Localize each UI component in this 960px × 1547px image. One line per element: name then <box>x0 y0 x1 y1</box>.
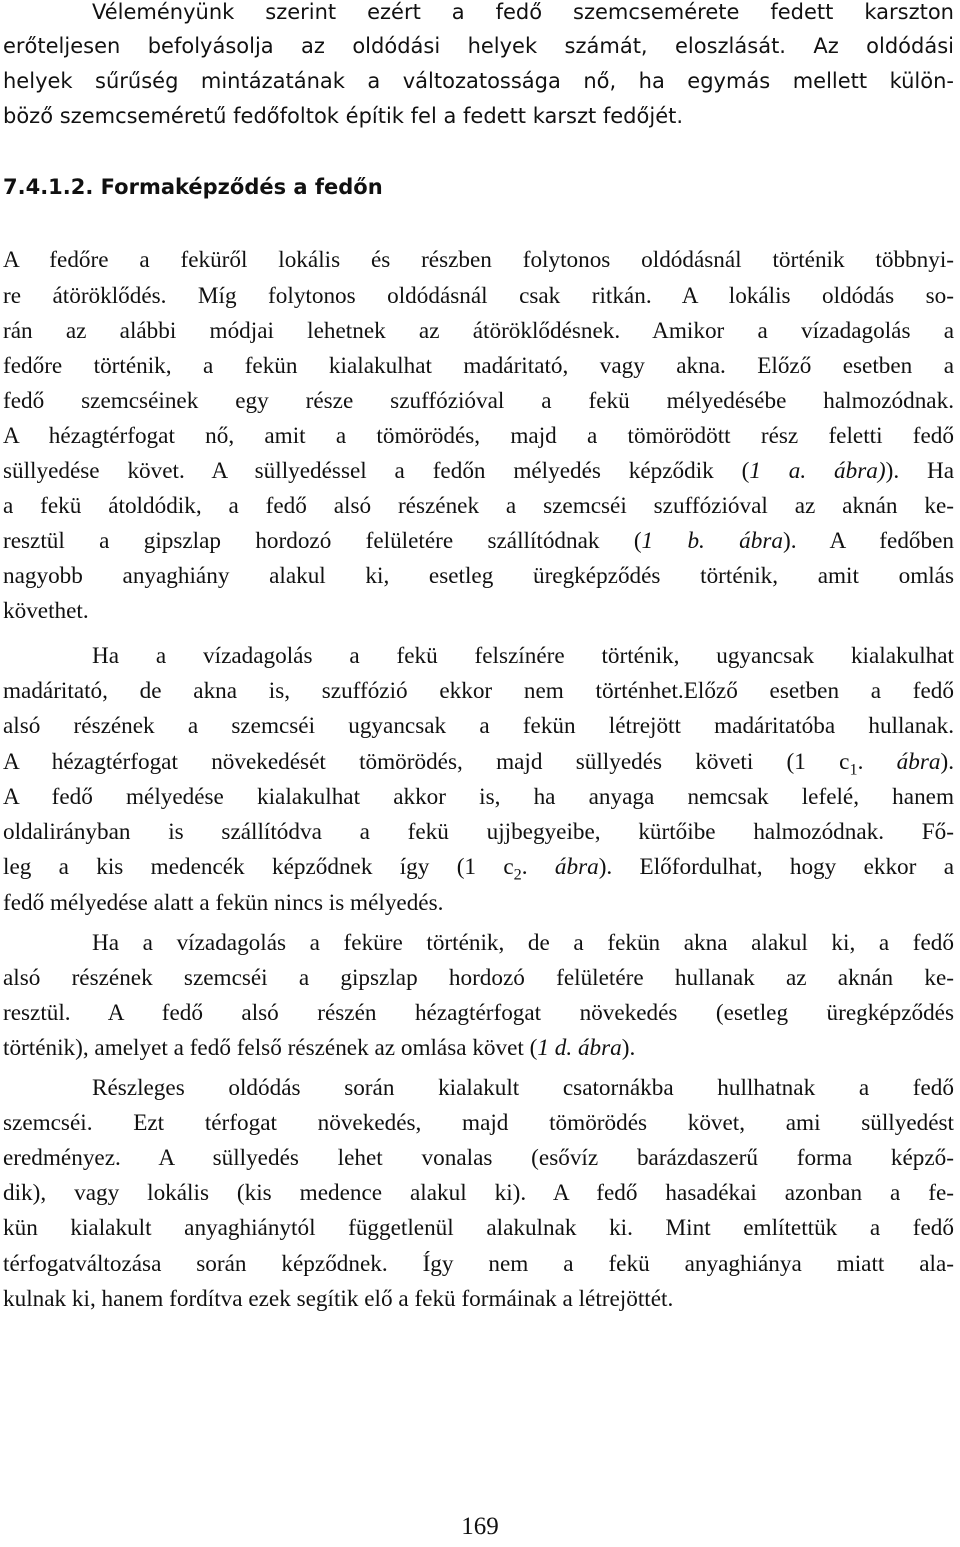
figure-ref-1c1: ábra <box>896 749 941 775</box>
section-title: Formaképződés a fedőn <box>100 175 383 199</box>
para4-line-7: kulnak ki, hanem fordítva ezek segítik elő a fekü formáinak a létrejöttét. <box>3 1286 674 1312</box>
para3-line-4 <box>3 1033 954 1064</box>
para1-line-9-end: ). A fedőben <box>782 528 954 554</box>
para1-line-5: fedő szemcséinek egy része szuffózióval a fekü mélyedésébe halmozódnak. <box>3 388 954 414</box>
para2-sub-2: 2 <box>513 865 522 884</box>
para1-line-6: A hézagtérfogat nő, amit a tömörödés, majd a tömörödött rész feletti fedő <box>3 423 954 449</box>
para2-line-7-end: ). Előfordulhat, hogy ekkor a <box>598 854 954 880</box>
intro-line-3: helyek sűrűség mintázatának a változatossága nő, ha egymás mellett külön- <box>3 69 954 93</box>
para1-line-4: fedőre történik, a fekün kialakulhat madáritató, vagy akna. Előző esetben a <box>3 353 954 379</box>
para1-line-10: nagyobb anyaghiány alakul ki, esetleg üregképződés történik, amit omlás <box>3 563 954 589</box>
para3-line-2: alsó részének szemcséi a gipszlap hordozó felületére hullanak az aknán ke- <box>3 965 954 991</box>
intro-line-4: böző szemcseméretű fedőfoltok építik fel a fedett karszt fedőjét. <box>3 104 684 128</box>
para4-line-4: dik), vagy lokális (kis medence alakul ki). A fedő hasadékai azonban a fe- <box>3 1180 954 1206</box>
para3-line-1: Ha a vízadagolás a feküre történik, de a fekün akna alakul ki, a fedő <box>92 930 954 956</box>
figure-ref-1d: 1 d. ábra <box>537 1035 622 1061</box>
para4-line-5: kün kialakult anyaghiánytól függetlenül alakulnak ki. Mint említettük a fedő <box>3 1215 954 1241</box>
para2-line-4 <box>3 747 954 778</box>
para2-sub-1: 1 <box>849 760 858 779</box>
para2-line-8: fedő mélyedése alatt a fekün nincs is mélyedés. <box>3 890 444 916</box>
para3-line-4-end: ). <box>621 1035 636 1061</box>
para1-line-7 <box>3 456 954 487</box>
para2-line-7 <box>3 852 954 883</box>
para1-line-8: a fekü átoldódik, a fedő alsó részének a szemcséi szuffózióval az aknán ke- <box>3 493 954 519</box>
para1-line-9-text: resztül a gipszlap hordozó felületére szállítódnak ( <box>3 528 642 554</box>
para4-line-3: eredményez. A süllyedés lehet vonalas (esővíz barázdaszerű forma képző- <box>3 1145 954 1171</box>
para1-line-7-end: ). Ha <box>885 458 955 484</box>
para2-line-4-end: ). <box>940 749 955 775</box>
para1-line-3: rán az alábbi módjai lehetnek az átöröklődésnek. Amikor a vízadagolás a <box>3 318 954 344</box>
para3-line-4-text: történik), amelyet a fedő felső részének az omlása követ ( <box>3 1035 538 1061</box>
para4-line-2: szemcséi. Ezt térfogat növekedés, majd tömörödés követ, ami süllyedést <box>3 1110 954 1136</box>
para2-line-3: alsó részének a szemcséi ugyancsak a fekün létrejött madáritatóba hullanak. <box>3 713 954 739</box>
para4-line-6: térfogatváltozása során képződnek. Így nem a fekü anyaghiánya miatt ala- <box>3 1251 954 1277</box>
para2-line-5: A fedő mélyedése kialakulhat akkor is, ha anyaga nemcsak lefelé, hanem <box>3 784 954 810</box>
para3-line-3: resztül. A fedő alsó részén hézagtérfogat növekedés (esetleg üregképződés <box>3 1000 954 1026</box>
figure-ref-1a: 1 a. ábra) <box>749 458 886 484</box>
para1-line-7-text: süllyedése követ. A süllyedéssel a fedőn mélyedés képződik ( <box>3 458 750 484</box>
para1-line-2: re átöröklődés. Míg folytonos oldódásnál csak ritkán. A lokális oldódás so- <box>3 283 954 309</box>
intro-line-1: Véleményünk szerint ezért a fedő szemcsemérete fedett karszton <box>92 0 954 24</box>
para1-line-11: követhet. <box>3 598 89 624</box>
para1-line-1: A fedőre a feküről lokális és részben folytonos oldódásnál történik többnyi- <box>3 247 954 273</box>
para1-line-9 <box>3 526 954 557</box>
para2-line-7-dot: . <box>521 854 555 880</box>
figure-ref-1c2: ábra <box>554 854 599 880</box>
intro-line-2: erőteljesen befolyásolja az oldódási helyek számát, eloszlását. Az oldódási <box>3 34 954 58</box>
figure-ref-1b: 1 b. ábra <box>641 528 783 554</box>
para2-line-6: oldalirányban is szállítódva a fekü ujjbegyeibe, kürtőibe halmozódnak. Fő- <box>3 819 954 845</box>
para2-line-4-text: A hézagtérfogat növekedését tömörödés, majd süllyedés követi (1 c <box>3 749 850 775</box>
para4-line-1: Részleges oldódás során kialakult csatornákba hullhatnak a fedő <box>92 1075 954 1101</box>
section-heading <box>3 172 954 203</box>
para2-line-1: Ha a vízadagolás a fekü felszínére történik, ugyancsak kialakulhat <box>92 643 954 669</box>
para2-line-2: madáritató, de akna is, szuffózió ekkor nem történhet.Előző esetben a fedő <box>3 678 954 704</box>
para2-line-4-dot: . <box>857 749 897 775</box>
section-number: 7.4.1.2. <box>3 175 94 199</box>
para2-line-7-text: leg a kis medencék képződnek így (1 c <box>3 854 514 880</box>
page-number: 169 <box>461 1513 499 1540</box>
